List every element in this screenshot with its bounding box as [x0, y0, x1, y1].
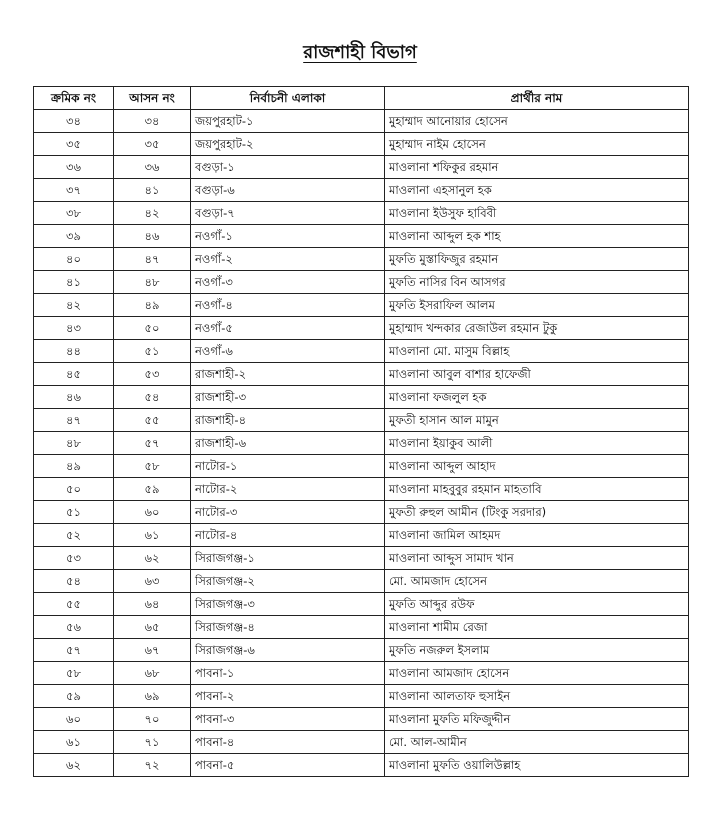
table-row [34, 547, 689, 570]
serial-cell: ৪৮ [34, 432, 114, 455]
seat-cell: ৬০ [114, 501, 191, 524]
serial-cell: ৫৯ [34, 685, 114, 708]
constituency-cell: জয়পুরহাট-২ [191, 133, 385, 156]
page-title [0, 38, 720, 69]
seat-cell: ৫১ [114, 340, 191, 363]
candidate-name-cell: মাওলানা জামিল আহমদ [385, 524, 689, 547]
col-header-seat: আসন নং [114, 87, 191, 110]
constituency-cell: নওগাঁ-৬ [191, 340, 385, 363]
constituency-cell: নওগাঁ-২ [191, 248, 385, 271]
table-row [34, 570, 689, 593]
candidate-name-cell: মাওলানা মাহবুবুর রহমান মাহতাবি [385, 478, 689, 501]
seat-cell: ৬৭ [114, 639, 191, 662]
serial-cell: ৫৫ [34, 593, 114, 616]
candidate-name-cell: মাওলানা ইউসুফ হাবিবী [385, 202, 689, 225]
table-row [34, 202, 689, 225]
serial-cell: ৫৩ [34, 547, 114, 570]
constituency-cell: সিরাজগঞ্জ-২ [191, 570, 385, 593]
seat-cell: ৪১ [114, 179, 191, 202]
table-row [34, 317, 689, 340]
table-body [34, 110, 689, 777]
seat-cell: ৪৬ [114, 225, 191, 248]
constituency-cell: সিরাজগঞ্জ-৬ [191, 639, 385, 662]
table-row [34, 271, 689, 294]
constituency-cell: সিরাজগঞ্জ-৪ [191, 616, 385, 639]
candidate-name-cell: মো. আল-আমীন [385, 731, 689, 754]
serial-cell: ৬১ [34, 731, 114, 754]
table-row [34, 455, 689, 478]
serial-cell: ৩৮ [34, 202, 114, 225]
constituency-cell: বগুড়া-৬ [191, 179, 385, 202]
serial-cell: ৪০ [34, 248, 114, 271]
seat-cell: ৪৭ [114, 248, 191, 271]
serial-cell: ৬২ [34, 754, 114, 777]
table-row [34, 501, 689, 524]
candidate-name-cell: মাওলানা আবুল বাশার হাফেজী [385, 363, 689, 386]
table-row [34, 294, 689, 317]
serial-cell: ৫০ [34, 478, 114, 501]
constituency-cell: পাবনা-৪ [191, 731, 385, 754]
table-header [34, 87, 689, 110]
seat-cell: ৫৯ [114, 478, 191, 501]
seat-cell: ৬৫ [114, 616, 191, 639]
seat-cell: ৫৭ [114, 432, 191, 455]
table-row [34, 708, 689, 731]
constituency-cell: পাবনা-১ [191, 662, 385, 685]
candidate-name-cell: মুহাম্মাদ আনোয়ার হোসেন [385, 110, 689, 133]
table-row [34, 386, 689, 409]
constituency-cell: নাটোর-২ [191, 478, 385, 501]
serial-cell: ৫৮ [34, 662, 114, 685]
serial-cell: ৪৫ [34, 363, 114, 386]
constituency-cell: নাটোর-১ [191, 455, 385, 478]
constituency-cell: নাটোর-৩ [191, 501, 385, 524]
serial-cell: ৫১ [34, 501, 114, 524]
serial-cell: ৩৪ [34, 110, 114, 133]
table-row [34, 248, 689, 271]
seat-cell: ৩৫ [114, 133, 191, 156]
candidate-name-cell: মুফতি মুস্তাফিজুর রহমান [385, 248, 689, 271]
table-row [34, 156, 689, 179]
table-row [34, 179, 689, 202]
serial-cell: ৪৪ [34, 340, 114, 363]
seat-cell: ৬১ [114, 524, 191, 547]
serial-cell: ৫২ [34, 524, 114, 547]
seat-cell: ৭০ [114, 708, 191, 731]
candidate-name-cell: মাওলানা শামীম রেজা [385, 616, 689, 639]
serial-cell: ৩৯ [34, 225, 114, 248]
table-row [34, 133, 689, 156]
table-row [34, 340, 689, 363]
candidate-name-cell: মাওলানা আব্দুল আহাদ [385, 455, 689, 478]
seat-cell: ৪৯ [114, 294, 191, 317]
table-row [34, 616, 689, 639]
seat-cell: ৬৪ [114, 593, 191, 616]
candidate-name-cell: মুহাম্মাদ খন্দকার রেজাউল রহমান টুকু [385, 317, 689, 340]
serial-cell: ৩৬ [34, 156, 114, 179]
seat-cell: ৩৪ [114, 110, 191, 133]
seat-cell: ৭১ [114, 731, 191, 754]
serial-cell: ৫৪ [34, 570, 114, 593]
candidate-table [33, 86, 689, 777]
constituency-cell: জয়পুরহাট-১ [191, 110, 385, 133]
constituency-cell: সিরাজগঞ্জ-৩ [191, 593, 385, 616]
constituency-cell: পাবনা-২ [191, 685, 385, 708]
constituency-cell: নাটোর-৪ [191, 524, 385, 547]
table-row [34, 731, 689, 754]
candidate-name-cell: মুফতি আব্দুর রউফ [385, 593, 689, 616]
candidate-name-cell: মুফতী রুহুল আমীন (টিংকু সরদার) [385, 501, 689, 524]
candidate-name-cell: মাওলানা শফিকুর রহমান [385, 156, 689, 179]
constituency-cell: বগুড়া-৭ [191, 202, 385, 225]
seat-cell: ৫৮ [114, 455, 191, 478]
seat-cell: ৫৩ [114, 363, 191, 386]
candidate-name-cell: মাওলানা ইয়াকুব আলী [385, 432, 689, 455]
constituency-cell: পাবনা-৩ [191, 708, 385, 731]
candidate-name-cell: মাওলানা আব্দুস সামাদ খান [385, 547, 689, 570]
table-row [34, 593, 689, 616]
seat-cell: ৬৯ [114, 685, 191, 708]
candidate-name-cell: মাওলানা মুফতি ওয়ালিউল্লাহ [385, 754, 689, 777]
serial-cell: ৪৬ [34, 386, 114, 409]
table-row [34, 110, 689, 133]
constituency-cell: রাজশাহী-৬ [191, 432, 385, 455]
constituency-cell: নওগাঁ-১ [191, 225, 385, 248]
constituency-cell: সিরাজগঞ্জ-১ [191, 547, 385, 570]
table-row [34, 662, 689, 685]
constituency-cell: নওগাঁ-৪ [191, 294, 385, 317]
seat-cell: ৩৬ [114, 156, 191, 179]
candidate-name-cell: মুফতি নজরুল ইসলাম [385, 639, 689, 662]
candidate-name-cell: মাওলানা আব্দুল হক শাহ [385, 225, 689, 248]
seat-cell: ৬৮ [114, 662, 191, 685]
serial-cell: ৪৯ [34, 455, 114, 478]
col-header-serial: ক্রমিক নং [34, 87, 114, 110]
table-row [34, 432, 689, 455]
seat-cell: ৫৫ [114, 409, 191, 432]
table-row [34, 409, 689, 432]
serial-cell: ৩৫ [34, 133, 114, 156]
candidate-name-cell: মুফতী হাসান আল মামুন [385, 409, 689, 432]
header-row [34, 87, 689, 110]
constituency-cell: নওগাঁ-৩ [191, 271, 385, 294]
seat-cell: ৭২ [114, 754, 191, 777]
serial-cell: ৪৩ [34, 317, 114, 340]
col-header-constituency: নির্বাচনী এলাকা [191, 87, 385, 110]
table-row [34, 685, 689, 708]
seat-cell: ৫০ [114, 317, 191, 340]
candidate-name-cell: মাওলানা এহসানুল হক [385, 179, 689, 202]
constituency-cell: পাবনা-৫ [191, 754, 385, 777]
seat-cell: ৪২ [114, 202, 191, 225]
serial-cell: ৫৬ [34, 616, 114, 639]
candidate-name-cell: মুফতি নাসির বিন আসগর [385, 271, 689, 294]
constituency-cell: রাজশাহী-২ [191, 363, 385, 386]
constituency-cell: নওগাঁ-৫ [191, 317, 385, 340]
constituency-cell: রাজশাহী-৩ [191, 386, 385, 409]
table-row [34, 754, 689, 777]
serial-cell: ৪১ [34, 271, 114, 294]
seat-cell: ৬৩ [114, 570, 191, 593]
serial-cell: ৩৭ [34, 179, 114, 202]
candidate-name-cell: মো. আমজাদ হোসেন [385, 570, 689, 593]
seat-cell: ৪৮ [114, 271, 191, 294]
candidate-name-cell: মাওলানা আলতাফ হুসাইন [385, 685, 689, 708]
table-row [34, 363, 689, 386]
table-row [34, 639, 689, 662]
table-row [34, 225, 689, 248]
seat-cell: ৫৪ [114, 386, 191, 409]
serial-cell: ৪২ [34, 294, 114, 317]
col-header-candidate: প্রার্থীর নাম [385, 87, 689, 110]
constituency-cell: বগুড়া-১ [191, 156, 385, 179]
candidate-name-cell: মাওলানা মুফতি মফিজুদ্দীন [385, 708, 689, 731]
serial-cell: ৫৭ [34, 639, 114, 662]
table-row [34, 524, 689, 547]
table-row [34, 478, 689, 501]
candidate-name-cell: মুহাম্মাদ নাইম হোসেন [385, 133, 689, 156]
serial-cell: ৬০ [34, 708, 114, 731]
candidate-name-cell: মাওলানা ফজলুল হক [385, 386, 689, 409]
candidate-name-cell: মাওলানা আমজাদ হোসেন [385, 662, 689, 685]
constituency-cell: রাজশাহী-৪ [191, 409, 385, 432]
page-title-text: রাজশাহী বিভাগ [303, 42, 417, 63]
serial-cell: ৪৭ [34, 409, 114, 432]
candidate-name-cell: মাওলানা মো. মাসুম বিল্লাহ [385, 340, 689, 363]
candidate-name-cell: মুফতি ইসরাফিল আলম [385, 294, 689, 317]
seat-cell: ৬২ [114, 547, 191, 570]
